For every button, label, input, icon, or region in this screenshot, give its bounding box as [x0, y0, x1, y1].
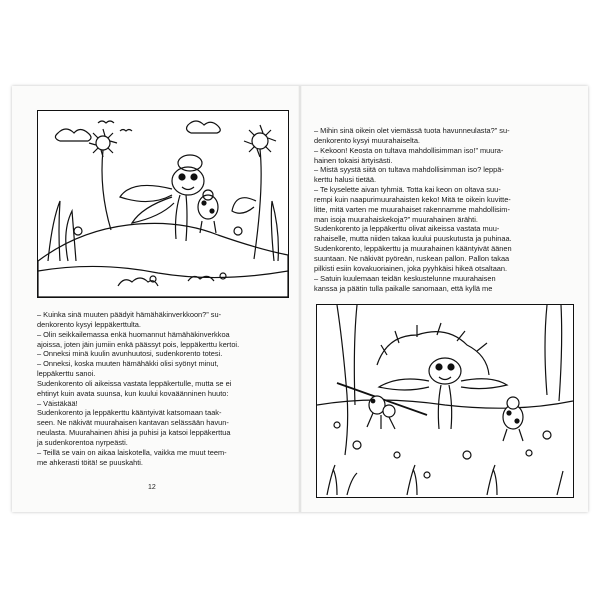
- text-line: kanssa ja päätin tulla paikalle sanomaan, että kyllä me: [314, 283, 493, 293]
- text-line: man isoja muurahaiskekoja?” muurahainen ärähti.: [314, 214, 478, 224]
- text-line: me ahkerasti töitä! se puuskahti.: [37, 457, 143, 467]
- text-line: Sudenkorento ja leppäkerttu olivat aikeissa vastata muu-: [314, 224, 500, 234]
- text-line: pilkisti esiin kovakuoriainen, joka pyyhkäisi hikeä otsaltaan.: [314, 263, 508, 273]
- text-line: – Mistä syystä siitä on tultava mahdollisimman iso? leppä-: [314, 165, 504, 175]
- text-line: – Kekoon! Keosta on tultava mahdollisimman iso!” muura-: [314, 145, 504, 155]
- text-line: kerttu halusi tietää.: [314, 175, 377, 185]
- book-spread: [12, 86, 588, 512]
- ant-dragonfly-ladybug-meadow-illustration: [316, 304, 574, 498]
- right-page-text: [314, 126, 572, 293]
- text-line: – Kuinka sinä muuten päädyit hämähäkinverkkoon?” su-: [37, 310, 222, 319]
- text-line: litte, mitä varten me muurahaiset rakennamme mahdollisim-: [314, 204, 510, 214]
- page-number: 12: [148, 484, 156, 491]
- dragonfly-ladybug-on-hill-illustration: [37, 110, 289, 298]
- left-page-text: [37, 310, 287, 468]
- text-line: – Olin seikkailemassa enkä huomannut hämähäkinverkkoa: [37, 329, 230, 339]
- text-line: seen. Ne näkivät muurahaisen kantavan selässään havun-: [37, 418, 229, 428]
- text-line: neulasta. Muurahainen ähisi ja puhisi ja katsoi leppäkerttua: [37, 428, 231, 438]
- text-line: ehtinyt kuin avata suunsa, kun kuului kovaäänninen huuto:: [37, 388, 229, 398]
- text-line: hainen tokaisi ärtyisästi.: [314, 155, 393, 165]
- text-line: Sudenkorento oli aikeissa vastata leppäkertulle, mutta se ei: [37, 378, 232, 388]
- text-line: – Mihin sinä oikein olet viemässä tuota havunneulasta?” su-: [314, 126, 510, 135]
- text-line: rahaiselle, mutta niiden takaa kuului puuskutusta ja puhinaa.: [314, 234, 512, 244]
- text-line: – Te kyselette aivan tyhmiä. Totta kai keon on oltava suu-: [314, 185, 501, 195]
- right-page: [300, 86, 588, 512]
- text-line: – Väistäkää!: [37, 398, 78, 408]
- text-line: rempi kuin naapurimuurahaisten keko! Mitä te oikein kuvitte-: [314, 194, 511, 204]
- left-page: [12, 86, 300, 512]
- text-line: Sudenkorento, leppäkerttu ja muurahainen kääntyivät äänen: [314, 244, 512, 254]
- text-line: denkorento kysyi muurahaiselta.: [314, 135, 420, 145]
- text-line: ja sudenkorentoa nyrpeästi.: [37, 437, 128, 447]
- text-line: – Satuin kuulemaan teidän keskustelunne muurahaisen: [314, 273, 496, 283]
- text-line: denkorento kysyi leppäkerttulta.: [37, 319, 141, 329]
- text-line: leppäkerttu sanoi.: [37, 369, 96, 379]
- text-line: suuntaan. Ne näkivät pyöreän, ruskean pallon. Pallon takaa: [314, 253, 510, 263]
- text-line: – Onneksi minä kuulin avunhuutosi, sudenkorento totesi.: [37, 349, 223, 359]
- text-line: ajoissa, joten jäin jumiin enkä päässyt pois, leppäkerttu kertoi.: [37, 339, 240, 349]
- text-line: – Onneksi, koska muuten hämähäkki olisi syönyt minut,: [37, 359, 219, 369]
- text-line: – Teillä se vain on aikaa laiskotella, vaikka me muut teem-: [37, 447, 227, 457]
- text-line: Sudenkorento ja leppäkerttu kääntyivät katsomaan taak-: [37, 408, 222, 418]
